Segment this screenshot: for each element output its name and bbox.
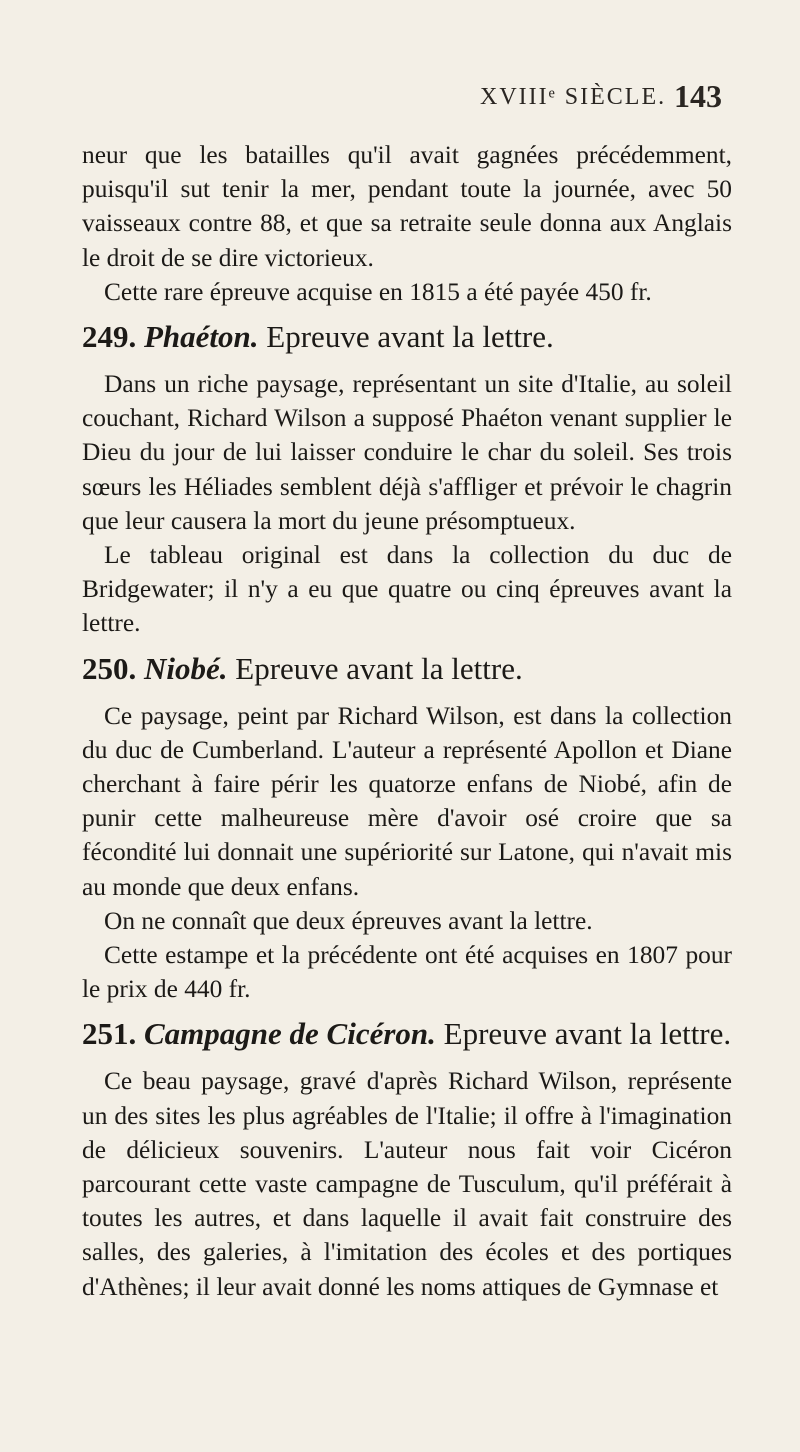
entry-heading-251 (82, 1014, 732, 1054)
entry-title: Niobé. (144, 650, 228, 686)
entry-paragraph: Dans un riche paysage, représentant un site d'Italie, au soleil couchant, Richard Wilson a supposé Phaéton venant supplier le Dieu du jour de lui laisser conduire le char du soleil. Ses trois sœurs les Héliades semblent déjà s'affliger et prévoir le chagrin que leur causera la mort du jeune présomptueux. (82, 370, 732, 535)
continued-paragraph: neur que les batailles qu'il avait gagnées précédemment, puisqu'il sut tenir la mer, pendant toute la journée, avec 50 vaisseaux contre 88, et que sa retraite seule donna aux Anglais le droit de se dire victorieux. (82, 141, 732, 272)
entry-paragraph: On ne connaît que deux épreuves avant la lettre. (104, 906, 593, 935)
entry-subtitle: Epreuve avant la lettre. (266, 319, 554, 355)
entry-number: 250. (82, 650, 137, 686)
entry-number: 251. (82, 1016, 137, 1052)
entry-paragraph: Cette estampe et la précédente ont été acquises en 1807 pour le prix de 440 fr. (82, 941, 732, 1004)
entry-paragraph: Le tableau original est dans la collection du duc de Bridgewater; il n'y a eu que quatre ou cinq épreuves avant la lettre. (82, 541, 732, 638)
entry-paragraph: Ce beau paysage, gravé d'après Richard Wilson, représente un des sites les plus agréables de l'Italie; il offre à l'imagination de délicieux souvenirs. L'auteur nous fait voir Cicéron parcourant cette vaste campagne de Tusculum, qu'il préférait à toutes les autres, et dans laquelle il avait fait construire des salles, des galeries, à l'imitation des écoles et des portiques d'Athènes; il leur avait donné les noms attiques de Gymnase et (82, 1067, 732, 1301)
entry-title: Phaéton. (144, 319, 259, 355)
running-head (120, 78, 740, 118)
entry-subtitle: Epreuve avant la lettre. (235, 650, 523, 686)
entry-heading-249 (82, 317, 732, 357)
running-head-title: XVIIIᵉ SIÈCLE. (480, 84, 667, 110)
entry-subtitle: Epreuve avant la lettre. (443, 1016, 732, 1052)
entry-paragraph: Ce paysage, peint par Richard Wilson, est dans la collection du duc de Cumberland. L'auteur a représenté Apollon et Diane cherchant à faire périr les quatorze enfans de Niobé, afin de punir cette malheureuse mère d'avoir osé croire que sa fécondité lui donnait une supériorité sur Latone, qui n'avait mis au monde que deux enfans. (82, 701, 732, 901)
entry-heading-250 (82, 649, 732, 689)
entry-number: 249. (82, 319, 137, 355)
price-note: Cette rare épreuve acquise en 1815 a été payée 450 fr. (104, 277, 652, 306)
page-number: 143 (674, 78, 722, 114)
body-text (82, 138, 732, 1304)
entry-title: Campagne de Cicéron. (144, 1016, 436, 1052)
